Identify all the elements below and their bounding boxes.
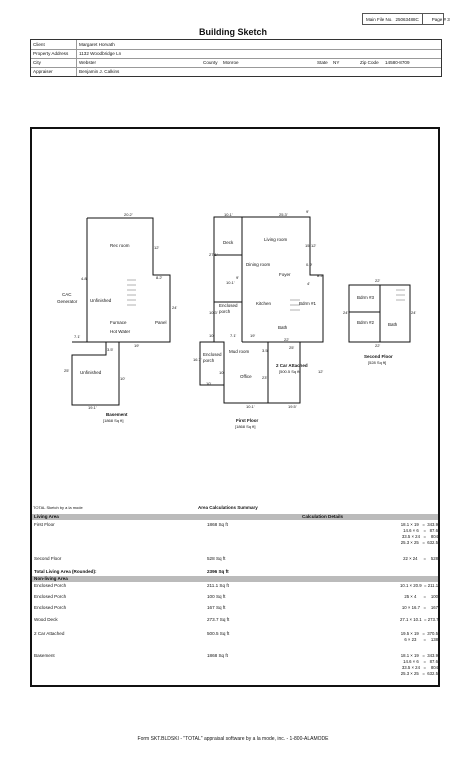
calc-details: 22 × 24 = 528 [403,556,438,561]
dim-f-encl-h: 10.3' [209,310,218,315]
dim-f-183: 16.7' [193,357,202,362]
room-bdrm3: Bdrm #3 [357,295,375,300]
room-bdrm1: Bdrm #1 [299,301,317,306]
dim-f-encl-w: 9' [236,275,239,280]
dim-f-top2: 25.3' [279,212,288,217]
total-value: 2396 Sq ft [207,569,229,574]
room-garage: 2 Car Attached [276,363,308,368]
calc-details: 10.1 × 20.9 = 211.1 [400,583,439,588]
dim-f-garage-l: 10' [206,381,212,386]
dim-b-right2: 24' [172,305,178,310]
col-living: Living Area [34,514,59,519]
file-no-label: Main File No. [366,16,393,22]
dim-b-top: 20.2' [124,212,133,217]
county-value: Monroe [223,60,239,65]
room-panel: Panel [155,320,167,325]
client-value: Margaret Horvath [79,42,115,47]
dim-b-rb: 10' [120,376,126,381]
client-label: Client [33,42,45,47]
room-garage-sub: [500.5 Sq ft] [279,369,301,374]
room-generator: Generator [57,299,78,304]
dim-f-mud: 10' [219,370,225,375]
room-unfinished2: Unfinished [80,370,102,375]
zip-label: Zip Code [360,60,379,65]
city-value: Webster [79,60,97,65]
dim-f-garage-r: 12' [318,369,324,374]
appraiser-label: Appraiser [33,69,53,74]
appraiser-value: Benjamin J. Calkins [79,69,120,74]
room-hot-water: Hot Water [110,329,131,334]
city-label: City [33,60,41,65]
calc-details: 25 × 4 = 100 [404,594,438,599]
dim-s-bottom: 22' [375,343,381,348]
dim-b-right1: 12' [154,245,160,250]
dim-s-left: 24' [343,310,349,315]
label-first-sqft: [1868 Sq ft] [235,424,256,429]
col-calc: Calculation Details [302,514,344,519]
dim-b-bottom: 19.1' [88,405,97,410]
room-unfinished: Unfinished [90,298,112,303]
address-value: 1132 Woodbridge Ln [79,51,122,56]
room-rec: Rec room [110,243,130,248]
county-label: County [203,60,218,65]
calc-details: 10 × 16.7 = 167 [401,605,438,610]
room-enclosed: Enclosed porch [219,303,238,314]
dim-b-left2: 25' [64,368,70,373]
dim-b-ll: 7.1' [74,334,81,339]
footer: Form SKT.BLDSKI - "TOTAL" appraisal software by a la mode, inc. - 1-800-ALAMODE [137,736,329,742]
sketch-note: TOTAL Sketch by a la mode [33,505,83,510]
page-title: Building Sketch [198,27,267,37]
dim-s-right: 24' [411,310,417,315]
dim-f-195: 19.5' [288,404,297,409]
dim-f-25: 25' [289,345,295,350]
room-furnace: Furnace [110,320,127,325]
room-kitchen: Kitchen [256,301,272,306]
non-living-header: Non-living Area [32,576,438,582]
state-label: State [317,60,328,65]
dim-b-lm: 19' [134,343,140,348]
room-enclosed2: Enclosed porch [203,352,222,363]
dim-b-step: 8.2' [156,275,163,280]
dim-f-101b: 10.1' [246,404,255,409]
room-bdrm2: Bdrm #2 [357,320,375,325]
dim-f-101: 10.1' [226,280,235,285]
room-dining: Dining room [246,262,271,267]
dim-f-10: 10' [209,333,215,338]
dim-f-35: 3.5' [262,348,269,353]
room-deck: Deck [223,240,234,245]
room-living: Living room [264,237,288,242]
table-header [32,514,438,520]
dim-f-82: 8.2' [317,273,324,278]
dim-f-22: 22' [284,337,290,342]
room-office: Office [240,374,252,379]
dim-s-top: 22' [375,278,381,283]
zip-value: 14580-8709 [385,60,410,65]
label-basement-sqft: [1868 Sq ft] [103,418,124,423]
calc-details: 19.5 × 19 = 370.5 6 × 23 = 138 [400,631,438,642]
state-value: NY [333,60,340,65]
dim-f-r1: 15' [305,243,311,248]
label-basement: Basement [106,412,128,417]
label-second: Second Floor [364,354,393,359]
dim-f-23: 23' [262,375,268,380]
dim-f-top1: 10.1' [224,212,233,217]
dim-f-19: 19' [250,333,256,338]
dim-f-top3: 9' [306,209,309,214]
dim-b-left: 4.8' [81,276,88,281]
dim-f-r2: 0.9' [306,262,313,267]
calc-details: 27.1 × 10.1 = 273.7 [400,617,439,622]
label-second-sqft: [528 Sq ft] [368,360,387,365]
page-number: Page # 3 [431,16,450,22]
dim-f-deck: 27.1' [209,252,218,257]
room-bath: Bath [278,325,288,330]
total-label: Total Living Area (Rounded): [34,569,97,574]
room-bath2: Bath [388,322,398,327]
label-first: First Floor [236,418,259,423]
room-cac: CAC [62,292,72,297]
dim-f-r3: 12' [311,243,317,248]
dim-f-4: 4' [307,281,310,286]
calc-details: 18.1 × 19 = 343.9 14.6 × 6 = 87.6 33.5 × 24 = 804 25.3 × 25 = 632.5 [400,653,438,676]
dim-f-71: 7.1' [230,333,237,338]
room-foyer: Foyer [279,272,291,277]
file-no: 25063488C [395,16,419,22]
room-mud: Mud room [229,349,250,354]
table-title: Area Calculations Summary [198,505,258,510]
dim-b-small: 3.5' [107,347,114,352]
calc-details: 18.1 × 19 = 343.9 14.6 × 6 = 87.6 33.5 × 24 = 804 25.3 × 25 = 632.5 [400,522,438,545]
address-label: Property Address [33,51,69,56]
